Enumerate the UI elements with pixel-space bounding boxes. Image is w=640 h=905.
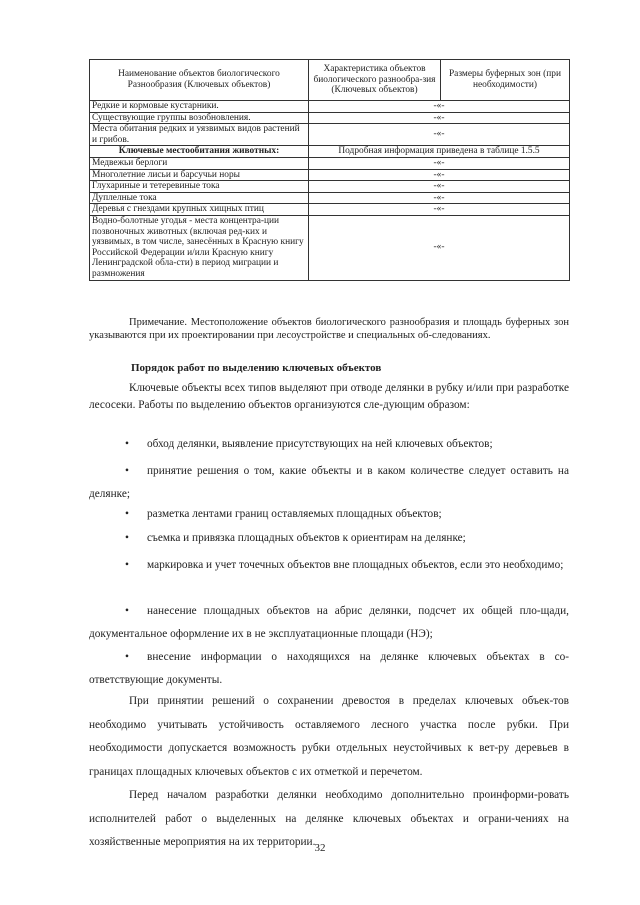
row-characteristic: Подробная информация приведена в таблице 1.5.5: [309, 146, 570, 158]
table-row: [90, 192, 570, 204]
list-item: • разметка лентами границ оставляемых площадных объектов;: [125, 508, 442, 520]
list-item: • обход делянки, выявление присутствующих на ней ключевых объектов;: [125, 438, 493, 450]
table-note: [89, 316, 569, 342]
list-item: • нанесение площадных объектов на абрис делянки, подсчет их общей пло-щади, документальное оформление их в не эксплуатационные площади (НЭ);: [89, 605, 569, 640]
row-characteristic: -«-: [309, 157, 570, 169]
row-characteristic: -«-: [309, 204, 570, 216]
header-characteristic: Характеристика объектов биологического разнообра-зия (Ключевых объектов): [309, 60, 441, 101]
row-characteristic: -«-: [309, 215, 570, 280]
row-characteristic: -«-: [309, 181, 570, 193]
table-row: [90, 112, 570, 124]
table-header-row: [90, 60, 570, 101]
header-name: Наименование объектов биологического Разнообразия (Ключевых объектов): [90, 60, 309, 101]
row-name: Деревья с гнездами крупных хищных птиц: [90, 204, 309, 216]
table-row: [90, 215, 570, 280]
row-characteristic: -«-: [309, 169, 570, 181]
row-name: Ключевые местообитания животных:: [90, 146, 309, 158]
list-item: • маркировка и учет точечных объектов вне площадных объектов, если это необходимо;: [125, 559, 564, 571]
paragraph-stability: При принятии решений о сохранении древостоя в пределах ключевых объек-тов необходимо учитывать устойчивость оставляемого лесного участка после рубки. При необходимости допускается возможность рубки отдельных неустойчивых к вет-ру деревьев в границах площадных ключевых объектов с их отметкой и перечетом.: [89, 695, 569, 778]
row-name: Редкие и кормовые кустарники.: [90, 101, 309, 113]
row-name: Места обитания редких и уязвимых видов растений и грибов.: [90, 124, 309, 146]
table-row: [90, 204, 570, 216]
row-name: Дуплелные тока: [90, 192, 309, 204]
table-section-row: [90, 146, 570, 158]
table-row: [90, 101, 570, 113]
row-name: Многолетние лисьи и барсучьи норы: [90, 169, 309, 181]
page-number: 32: [314, 842, 326, 854]
biodiversity-objects-table: [89, 59, 570, 281]
section-heading: Порядок работ по выделению ключевых объектов: [131, 362, 382, 374]
row-name: Глухариные и тетеревиные тока: [90, 181, 309, 193]
row-name: Водно-болотные угодья - места концентра-ции позвоночных животных (включая ред-ких и уязвимых, в том числе, занесённых в Красную книгу Российской Федерации и/или Красную книгу Ленинградской обла-сти) в период миграции и размножения: [90, 215, 309, 280]
list-item: • съемка и привязка площадных объектов к ориентирам на делянке;: [125, 532, 466, 544]
table-row: [90, 181, 570, 193]
row-characteristic: -«-: [309, 124, 570, 146]
row-name: Медвежьи берлоги: [90, 157, 309, 169]
table-row: [90, 157, 570, 169]
row-characteristic: -«-: [309, 192, 570, 204]
intro-text: Ключевые объекты всех типов выделяют при отводе делянки в рубку и/или при разработке лесосеки. Работы по выделению объектов организуются сле-дующим образом:: [89, 382, 569, 411]
list-item: • внесение информации о находящихся на делянке ключевых объектах в со-ответствующие документы.: [89, 651, 569, 686]
list-item: • принятие решения о том, какие объекты и в каком количестве следует оставить на делянке;: [89, 465, 569, 500]
note-text: Примечание. Местоположение объектов биологического разнообразия и площадь буферных зон указываются при их проектировании при лесоустройстве и специальных об-следованиях.: [89, 317, 569, 341]
table-row: [90, 169, 570, 181]
header-buffer-size: Размеры буферных зон (при необходимости): [441, 60, 570, 101]
row-characteristic: -«-: [309, 101, 570, 113]
table-row: [90, 124, 570, 146]
row-characteristic: -«-: [309, 112, 570, 124]
row-name: Существующие группы возобновления.: [90, 112, 309, 124]
intro-paragraph: [89, 380, 569, 414]
paragraph-inform: Перед началом разработки делянки необходимо дополнительно проинформи-ровать исполнителей работ о выделенных на делянке ключевых объектах и ограни-чениях на хозяйственные мероприятия на их территории.: [89, 789, 569, 848]
